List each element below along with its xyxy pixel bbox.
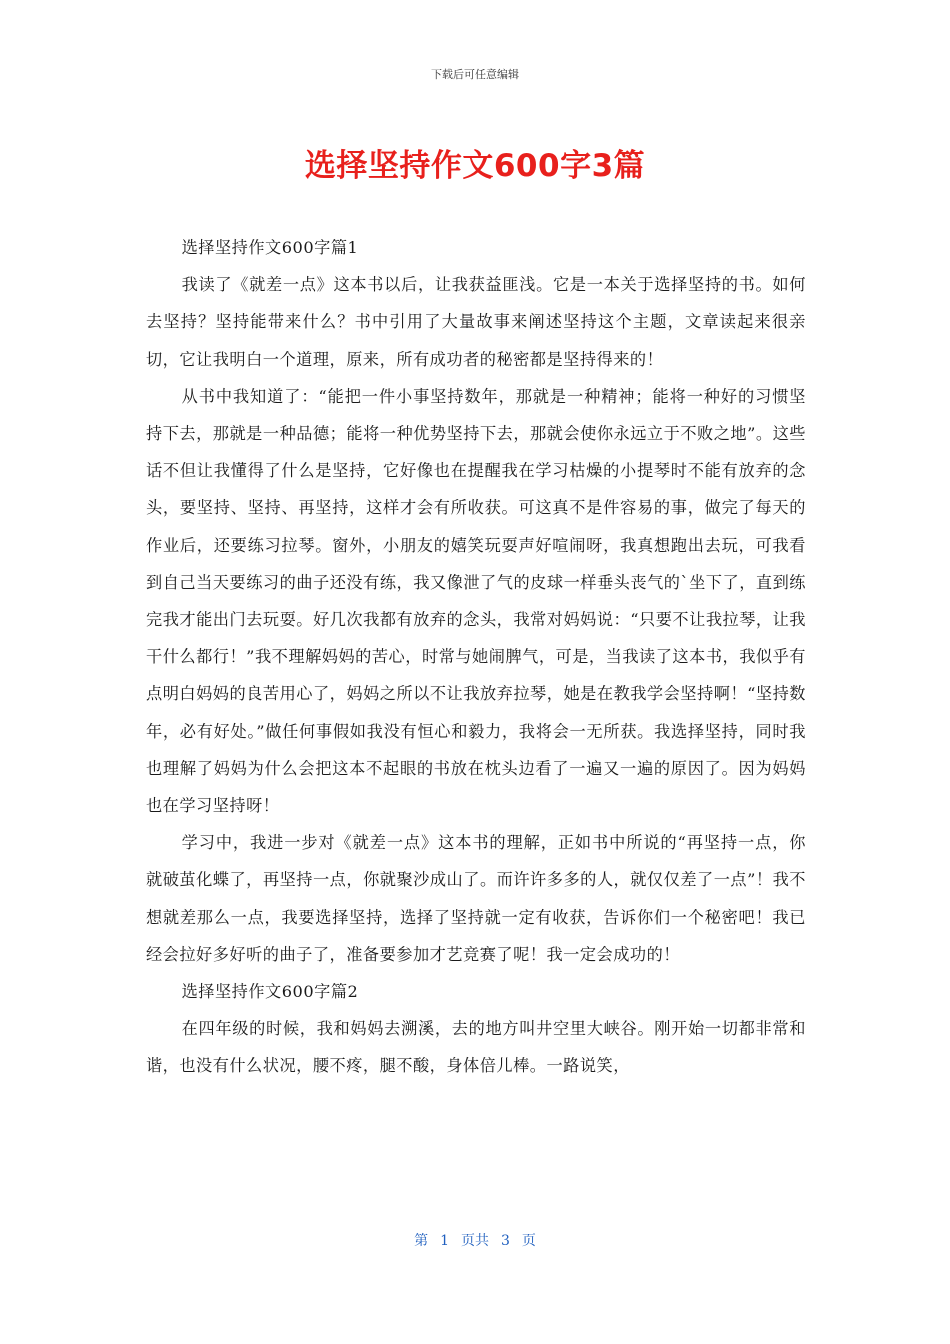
document-body bbox=[146, 229, 806, 1085]
paragraph: 从书中我知道了：“能把一件小事坚持数年，那就是一种精神；能将一种好的习惯坚持下去，那就是一种品德；能将一种优势坚持下去，那就会使你永远立于不败之地”。这些话不但让我懂得了什么是坚持，它好像也在提醒我在学习枯燥的小提琴时不能有放弃的念头，要坚持、坚持、再坚持，这样才会有所收获。可这真不是件容易的事，做完了每天的作业后，还要练习拉琴。窗外，小朋友的嬉笑玩耍声好喧闹呀，我真想跑出去玩，可我看到自己当天要练习的曲子还没有练，我又像泄了气的皮球一样垂头丧气的`坐下了，直到练完我才能出门去玩耍。好几次我都有放弃的念头，我常对妈妈说：“只要不让我拉琴，让我干什么都行！”我不理解妈妈的苦心，时常与她闹脾气，可是，当我读了这本书，我似乎有点明白妈妈的良苦用心了，妈妈之所以不让我放弃拉琴，她是在教我学会坚持啊！“坚持数年，必有好处。”做任何事假如我没有恒心和毅力，我将会一无所获。我选择坚持，同时我也理解了妈妈为什么会把这本不起眼的书放在枕头边看了一遍又一遍的原因了。因为妈妈也在学习坚持呀！ bbox=[146, 386, 806, 816]
total-pages: 3 bbox=[501, 1233, 510, 1249]
page-number: 1 bbox=[440, 1233, 449, 1249]
paragraph: 在四年级的时候，我和妈妈去溯溪，去的地方叫井空里大峡谷。刚开始一切都非常和谐，也没有什么状况，腰不疼，腿不酸，身体倍儿棒。一路说笑， bbox=[146, 1019, 806, 1076]
section-heading-1: 选择坚持作文600字篇1 bbox=[181, 238, 359, 257]
footer-ye-gong: 页共 bbox=[461, 1233, 489, 1249]
footer-ye: 页 bbox=[521, 1233, 536, 1249]
footer-di: 第 bbox=[414, 1233, 429, 1249]
document-title: 选择坚持作文600字3篇 bbox=[304, 148, 646, 184]
section-heading-2: 选择坚持作文600字篇2 bbox=[181, 982, 359, 1002]
page-footer bbox=[0, 1230, 950, 1250]
paragraph: 学习中，我进一步对《就差一点》这本书的理解，正如书中所说的“再坚持一点，你就破茧化蝶了，再坚持一点，你就聚沙成山了。而许许多多的人，就仅仅差了一点”！我不想就差那么一点，我要选择坚持，选择了坚持就一定有收获，告诉你们一个秘密吧！我已经会拉好多好听的曲子了，准备要参加才艺竞赛了呢！我一定会成功的！ bbox=[146, 833, 806, 964]
header-note: 下载后可任意编辑 bbox=[431, 68, 519, 81]
paragraph: 我读了《就差一点》这本书以后，让我获益匪浅。它是一本关于选择坚持的书。如何去坚持？坚持能带来什么？书中引用了大量故事来阐述坚持这个主题，文章读起来很亲切，它让我明白一个道理，原来，所有成功者的秘密都是坚持得来的！ bbox=[146, 275, 806, 369]
